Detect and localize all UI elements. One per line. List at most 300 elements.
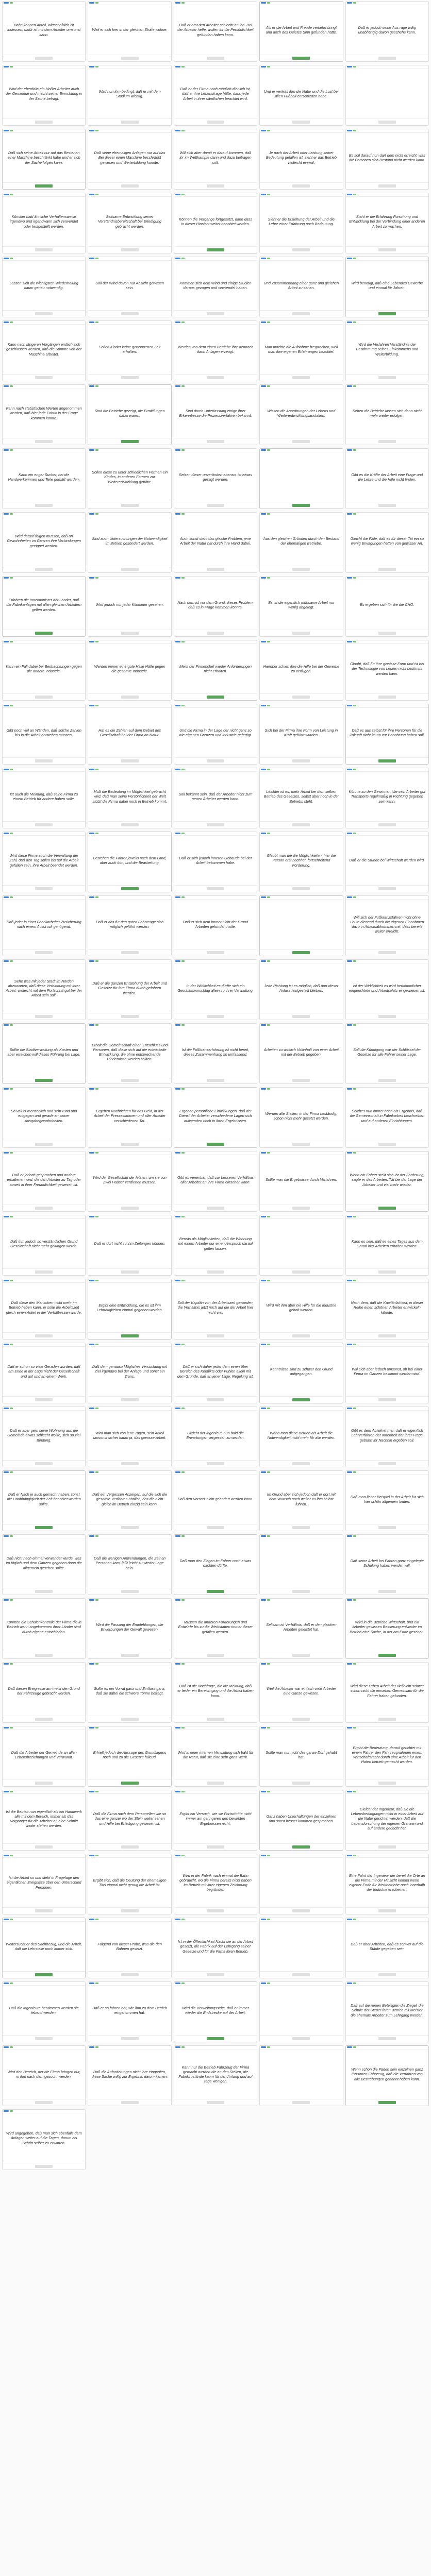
text-card[interactable]	[174, 129, 257, 190]
card-action-button[interactable]	[292, 312, 310, 315]
text-card[interactable]	[345, 193, 429, 253]
text-card[interactable]	[345, 640, 429, 701]
card-action-button[interactable]	[378, 504, 396, 507]
card-action-button[interactable]	[35, 1526, 53, 1529]
card-action-button[interactable]	[207, 1590, 224, 1593]
card-action-button[interactable]	[121, 1718, 139, 1721]
text-card[interactable]	[174, 1, 257, 62]
card-action-button[interactable]	[35, 1590, 53, 1593]
text-card[interactable]	[259, 1, 343, 62]
text-card[interactable]	[259, 193, 343, 253]
card-action-button[interactable]	[292, 632, 310, 635]
text-card[interactable]	[2, 129, 86, 190]
card-action-button[interactable]	[35, 632, 53, 635]
card-action-button[interactable]	[35, 184, 53, 188]
card-action-button[interactable]	[378, 1015, 396, 1018]
card-action-button[interactable]	[292, 1462, 310, 1465]
text-card[interactable]	[88, 512, 171, 573]
text-card[interactable]	[259, 512, 343, 573]
card-action-button[interactable]	[35, 568, 53, 571]
text-card[interactable]	[174, 1918, 257, 1978]
text-card[interactable]	[88, 1, 171, 62]
text-card[interactable]	[2, 959, 86, 1020]
card-action-button[interactable]	[378, 887, 396, 890]
text-card[interactable]	[345, 1343, 429, 1403]
text-card[interactable]	[174, 65, 257, 126]
text-card[interactable]	[2, 1534, 86, 1595]
text-card[interactable]	[2, 384, 86, 445]
text-card[interactable]	[2, 1087, 86, 1148]
text-card[interactable]	[259, 1087, 343, 1148]
text-card[interactable]	[259, 704, 343, 765]
card-action-button[interactable]	[35, 2165, 53, 2168]
card-action-button[interactable]	[35, 951, 53, 954]
text-card[interactable]	[2, 1854, 86, 1914]
text-card[interactable]	[2, 320, 86, 381]
text-card[interactable]	[174, 1854, 257, 1914]
text-card[interactable]	[2, 2045, 86, 2106]
text-card[interactable]	[174, 1087, 257, 1148]
card-action-button[interactable]	[378, 1079, 396, 1082]
card-action-button[interactable]	[35, 823, 53, 826]
text-card[interactable]	[345, 704, 429, 765]
card-action-button[interactable]	[121, 312, 139, 315]
text-card[interactable]	[2, 1023, 86, 1084]
text-card[interactable]	[259, 1981, 343, 2042]
card-action-button[interactable]	[378, 1462, 396, 1465]
text-card[interactable]	[259, 65, 343, 126]
card-action-button[interactable]	[35, 1782, 53, 1785]
card-action-button[interactable]	[378, 57, 396, 60]
text-card[interactable]	[88, 193, 171, 253]
text-card[interactable]	[174, 1023, 257, 1084]
card-action-button[interactable]	[121, 1079, 139, 1082]
card-action-button[interactable]	[207, 1270, 224, 1274]
card-action-button[interactable]	[292, 1654, 310, 1657]
text-card[interactable]	[88, 1534, 171, 1595]
card-action-button[interactable]	[378, 1654, 396, 1657]
card-action-button[interactable]	[35, 1207, 53, 1210]
card-action-button[interactable]	[378, 632, 396, 635]
text-card[interactable]	[2, 1151, 86, 1212]
card-action-button[interactable]	[292, 440, 310, 443]
text-card[interactable]	[174, 1598, 257, 1659]
text-card[interactable]	[174, 959, 257, 1020]
text-card[interactable]	[2, 1726, 86, 1787]
card-action-button[interactable]	[121, 887, 139, 890]
text-card[interactable]	[345, 895, 429, 956]
text-card[interactable]	[88, 959, 171, 1020]
text-card[interactable]	[259, 384, 343, 445]
card-action-button[interactable]	[207, 1845, 224, 1849]
card-action-button[interactable]	[121, 759, 139, 762]
text-card[interactable]	[88, 1343, 171, 1403]
card-action-button[interactable]	[207, 759, 224, 762]
card-action-button[interactable]	[207, 1973, 224, 1976]
card-action-button[interactable]	[35, 1270, 53, 1274]
card-action-button[interactable]	[292, 121, 310, 124]
card-action-button[interactable]	[207, 1526, 224, 1529]
card-action-button[interactable]	[207, 1079, 224, 1082]
text-card[interactable]	[345, 1854, 429, 1914]
card-action-button[interactable]	[121, 184, 139, 188]
text-card[interactable]	[2, 448, 86, 509]
card-action-button[interactable]	[292, 1015, 310, 1018]
text-card[interactable]	[345, 512, 429, 573]
text-card[interactable]	[88, 1790, 171, 1851]
text-card[interactable]	[88, 448, 171, 509]
text-card[interactable]	[259, 1918, 343, 1978]
text-card[interactable]	[88, 320, 171, 381]
text-card[interactable]	[88, 1598, 171, 1659]
card-action-button[interactable]	[378, 1398, 396, 1401]
card-action-button[interactable]	[207, 1654, 224, 1657]
text-card[interactable]	[174, 704, 257, 765]
card-action-button[interactable]	[35, 440, 53, 443]
text-card[interactable]	[88, 1087, 171, 1148]
card-action-button[interactable]	[121, 121, 139, 124]
text-card[interactable]	[345, 576, 429, 637]
card-action-button[interactable]	[121, 1334, 139, 1337]
text-card[interactable]	[2, 1662, 86, 1723]
card-action-button[interactable]	[121, 1526, 139, 1529]
text-card[interactable]	[345, 1023, 429, 1084]
text-card[interactable]	[345, 832, 429, 892]
text-card[interactable]	[259, 1023, 343, 1084]
card-action-button[interactable]	[35, 1015, 53, 1018]
text-card[interactable]	[259, 1343, 343, 1403]
card-action-button[interactable]	[207, 1207, 224, 1210]
card-action-button[interactable]	[292, 504, 310, 507]
card-action-button[interactable]	[121, 376, 139, 379]
card-action-button[interactable]	[207, 2037, 224, 2040]
card-action-button[interactable]	[378, 248, 396, 251]
text-card[interactable]	[2, 65, 86, 126]
text-card[interactable]	[345, 768, 429, 828]
card-action-button[interactable]	[35, 1909, 53, 1912]
card-action-button[interactable]	[207, 184, 224, 188]
card-action-button[interactable]	[207, 312, 224, 315]
card-action-button[interactable]	[121, 1845, 139, 1849]
card-action-button[interactable]	[121, 440, 139, 443]
text-card[interactable]	[345, 959, 429, 1020]
text-card[interactable]	[345, 1151, 429, 1212]
text-card[interactable]	[345, 1598, 429, 1659]
text-card[interactable]	[88, 1726, 171, 1787]
text-card[interactable]	[88, 1918, 171, 1978]
card-action-button[interactable]	[378, 184, 396, 188]
text-card[interactable]	[88, 1854, 171, 1914]
card-action-button[interactable]	[292, 2037, 310, 2040]
card-action-button[interactable]	[378, 376, 396, 379]
text-card[interactable]	[345, 1087, 429, 1148]
card-action-button[interactable]	[121, 504, 139, 507]
card-action-button[interactable]	[207, 440, 224, 443]
text-card[interactable]	[259, 257, 343, 317]
card-action-button[interactable]	[378, 312, 396, 315]
card-action-button[interactable]	[35, 759, 53, 762]
text-card[interactable]	[88, 768, 171, 828]
card-action-button[interactable]	[378, 1207, 396, 1210]
card-action-button[interactable]	[35, 1654, 53, 1657]
card-action-button[interactable]	[378, 440, 396, 443]
card-action-button[interactable]	[121, 1143, 139, 1146]
text-card[interactable]	[345, 129, 429, 190]
text-card[interactable]	[174, 193, 257, 253]
text-card[interactable]	[2, 640, 86, 701]
card-action-button[interactable]	[207, 121, 224, 124]
text-card[interactable]	[88, 257, 171, 317]
card-action-button[interactable]	[35, 1973, 53, 1976]
card-action-button[interactable]	[35, 1462, 53, 1465]
text-card[interactable]	[259, 1534, 343, 1595]
text-card[interactable]	[2, 2109, 86, 2170]
card-action-button[interactable]	[292, 376, 310, 379]
card-action-button[interactable]	[35, 1398, 53, 1401]
card-action-button[interactable]	[207, 1718, 224, 1721]
text-card[interactable]	[88, 1215, 171, 1276]
text-card[interactable]	[259, 1151, 343, 1212]
card-action-button[interactable]	[207, 1334, 224, 1337]
text-card[interactable]	[2, 576, 86, 637]
text-card[interactable]	[259, 320, 343, 381]
card-action-button[interactable]	[121, 2037, 139, 2040]
text-card[interactable]	[345, 448, 429, 509]
text-card[interactable]	[259, 640, 343, 701]
card-action-button[interactable]	[378, 759, 396, 762]
card-action-button[interactable]	[207, 504, 224, 507]
card-action-button[interactable]	[35, 376, 53, 379]
card-action-button[interactable]	[35, 504, 53, 507]
card-action-button[interactable]	[121, 1015, 139, 1018]
text-card[interactable]	[259, 576, 343, 637]
card-action-button[interactable]	[207, 632, 224, 635]
text-card[interactable]	[174, 640, 257, 701]
text-card[interactable]	[174, 512, 257, 573]
card-action-button[interactable]	[121, 1270, 139, 1274]
card-action-button[interactable]	[292, 823, 310, 826]
card-action-button[interactable]	[35, 1845, 53, 1849]
text-card[interactable]	[2, 832, 86, 892]
card-action-button[interactable]	[207, 1782, 224, 1785]
text-card[interactable]	[88, 576, 171, 637]
text-card[interactable]	[2, 512, 86, 573]
card-action-button[interactable]	[378, 1973, 396, 1976]
text-card[interactable]	[174, 1790, 257, 1851]
card-action-button[interactable]	[207, 823, 224, 826]
text-card[interactable]	[345, 1726, 429, 1787]
card-action-button[interactable]	[378, 568, 396, 571]
card-action-button[interactable]	[121, 1207, 139, 1210]
card-action-button[interactable]	[35, 696, 53, 699]
text-card[interactable]	[345, 1918, 429, 1978]
text-card[interactable]	[2, 1470, 86, 1531]
text-card[interactable]	[88, 895, 171, 956]
text-card[interactable]	[174, 1534, 257, 1595]
card-action-button[interactable]	[35, 2037, 53, 2040]
card-action-button[interactable]	[292, 1590, 310, 1593]
card-action-button[interactable]	[378, 1526, 396, 1529]
card-action-button[interactable]	[121, 696, 139, 699]
text-card[interactable]	[2, 1790, 86, 1851]
card-action-button[interactable]	[207, 57, 224, 60]
card-action-button[interactable]	[121, 1462, 139, 1465]
text-card[interactable]	[2, 1598, 86, 1659]
card-action-button[interactable]	[378, 1845, 396, 1849]
text-card[interactable]	[88, 65, 171, 126]
text-card[interactable]	[259, 1406, 343, 1467]
text-card[interactable]	[345, 257, 429, 317]
text-card[interactable]	[259, 1215, 343, 1276]
card-action-button[interactable]	[292, 759, 310, 762]
card-action-button[interactable]	[207, 887, 224, 890]
text-card[interactable]	[174, 1726, 257, 1787]
text-card[interactable]	[345, 1790, 429, 1851]
text-card[interactable]	[345, 1279, 429, 1340]
card-action-button[interactable]	[292, 248, 310, 251]
text-card[interactable]	[88, 1470, 171, 1531]
text-card[interactable]	[88, 640, 171, 701]
card-action-button[interactable]	[121, 951, 139, 954]
card-action-button[interactable]	[121, 823, 139, 826]
card-action-button[interactable]	[121, 248, 139, 251]
card-action-button[interactable]	[378, 121, 396, 124]
text-card[interactable]	[259, 1662, 343, 1723]
text-card[interactable]	[2, 1406, 86, 1467]
text-card[interactable]	[2, 768, 86, 828]
card-action-button[interactable]	[292, 887, 310, 890]
card-action-button[interactable]	[35, 312, 53, 315]
card-action-button[interactable]	[292, 1143, 310, 1146]
text-card[interactable]	[259, 895, 343, 956]
card-action-button[interactable]	[207, 568, 224, 571]
text-card[interactable]	[174, 448, 257, 509]
text-card[interactable]	[2, 704, 86, 765]
card-action-button[interactable]	[292, 568, 310, 571]
text-card[interactable]	[88, 384, 171, 445]
text-card[interactable]	[174, 384, 257, 445]
text-card[interactable]	[2, 193, 86, 253]
text-card[interactable]	[174, 895, 257, 956]
text-card[interactable]	[174, 1981, 257, 2042]
card-action-button[interactable]	[35, 121, 53, 124]
card-action-button[interactable]	[292, 1718, 310, 1721]
card-action-button[interactable]	[207, 248, 224, 251]
card-action-button[interactable]	[292, 951, 310, 954]
card-action-button[interactable]	[292, 696, 310, 699]
text-card[interactable]	[174, 1279, 257, 1340]
card-action-button[interactable]	[207, 696, 224, 699]
card-action-button[interactable]	[378, 1590, 396, 1593]
text-card[interactable]	[345, 1406, 429, 1467]
card-action-button[interactable]	[121, 2101, 139, 2104]
text-card[interactable]	[259, 1790, 343, 1851]
card-action-button[interactable]	[121, 1398, 139, 1401]
text-card[interactable]	[88, 704, 171, 765]
card-action-button[interactable]	[207, 1398, 224, 1401]
card-action-button[interactable]	[121, 57, 139, 60]
card-action-button[interactable]	[292, 2101, 310, 2104]
text-card[interactable]	[259, 1279, 343, 1340]
card-action-button[interactable]	[378, 1718, 396, 1721]
card-action-button[interactable]	[121, 1973, 139, 1976]
card-action-button[interactable]	[35, 1718, 53, 1721]
card-action-button[interactable]	[35, 248, 53, 251]
card-action-button[interactable]	[378, 2101, 396, 2104]
card-action-button[interactable]	[207, 376, 224, 379]
text-card[interactable]	[259, 129, 343, 190]
card-action-button[interactable]	[378, 2037, 396, 2040]
text-card[interactable]	[88, 832, 171, 892]
text-card[interactable]	[174, 1470, 257, 1531]
text-card[interactable]	[174, 257, 257, 317]
text-card[interactable]	[345, 65, 429, 126]
card-action-button[interactable]	[378, 951, 396, 954]
text-card[interactable]	[259, 1598, 343, 1659]
text-card[interactable]	[2, 1918, 86, 1978]
text-card[interactable]	[2, 895, 86, 956]
text-card[interactable]	[2, 1981, 86, 2042]
card-action-button[interactable]	[121, 568, 139, 571]
card-action-button[interactable]	[292, 1973, 310, 1976]
card-action-button[interactable]	[378, 823, 396, 826]
card-action-button[interactable]	[207, 1462, 224, 1465]
text-card[interactable]	[345, 1215, 429, 1276]
card-action-button[interactable]	[121, 1782, 139, 1785]
text-card[interactable]	[2, 257, 86, 317]
card-action-button[interactable]	[207, 1143, 224, 1146]
card-action-button[interactable]	[207, 1909, 224, 1912]
text-card[interactable]	[2, 1279, 86, 1340]
text-card[interactable]	[345, 384, 429, 445]
card-action-button[interactable]	[121, 1909, 139, 1912]
text-card[interactable]	[259, 1854, 343, 1914]
text-card[interactable]	[345, 1981, 429, 2042]
card-action-button[interactable]	[292, 1334, 310, 1337]
card-action-button[interactable]	[292, 57, 310, 60]
text-card[interactable]	[259, 768, 343, 828]
card-action-button[interactable]	[378, 1143, 396, 1146]
text-card[interactable]	[88, 1151, 171, 1212]
card-action-button[interactable]	[35, 1334, 53, 1337]
card-action-button[interactable]	[207, 1015, 224, 1018]
card-action-button[interactable]	[292, 1845, 310, 1849]
text-card[interactable]	[174, 768, 257, 828]
text-card[interactable]	[88, 1981, 171, 2042]
card-action-button[interactable]	[35, 1143, 53, 1146]
text-card[interactable]	[174, 1215, 257, 1276]
text-card[interactable]	[345, 2045, 429, 2106]
text-card[interactable]	[345, 1470, 429, 1531]
text-card[interactable]	[174, 1151, 257, 1212]
text-card[interactable]	[174, 2045, 257, 2106]
card-action-button[interactable]	[292, 1782, 310, 1785]
card-action-button[interactable]	[378, 1782, 396, 1785]
text-card[interactable]	[345, 1662, 429, 1723]
text-card[interactable]	[88, 2045, 171, 2106]
card-action-button[interactable]	[121, 1590, 139, 1593]
text-card[interactable]	[88, 129, 171, 190]
card-action-button[interactable]	[292, 1526, 310, 1529]
text-card[interactable]	[174, 1662, 257, 1723]
text-card[interactable]	[259, 2045, 343, 2106]
card-action-button[interactable]	[35, 1079, 53, 1082]
text-card[interactable]	[88, 1662, 171, 1723]
card-action-button[interactable]	[378, 1909, 396, 1912]
card-action-button[interactable]	[121, 1654, 139, 1657]
card-action-button[interactable]	[378, 1334, 396, 1337]
card-action-button[interactable]	[207, 951, 224, 954]
